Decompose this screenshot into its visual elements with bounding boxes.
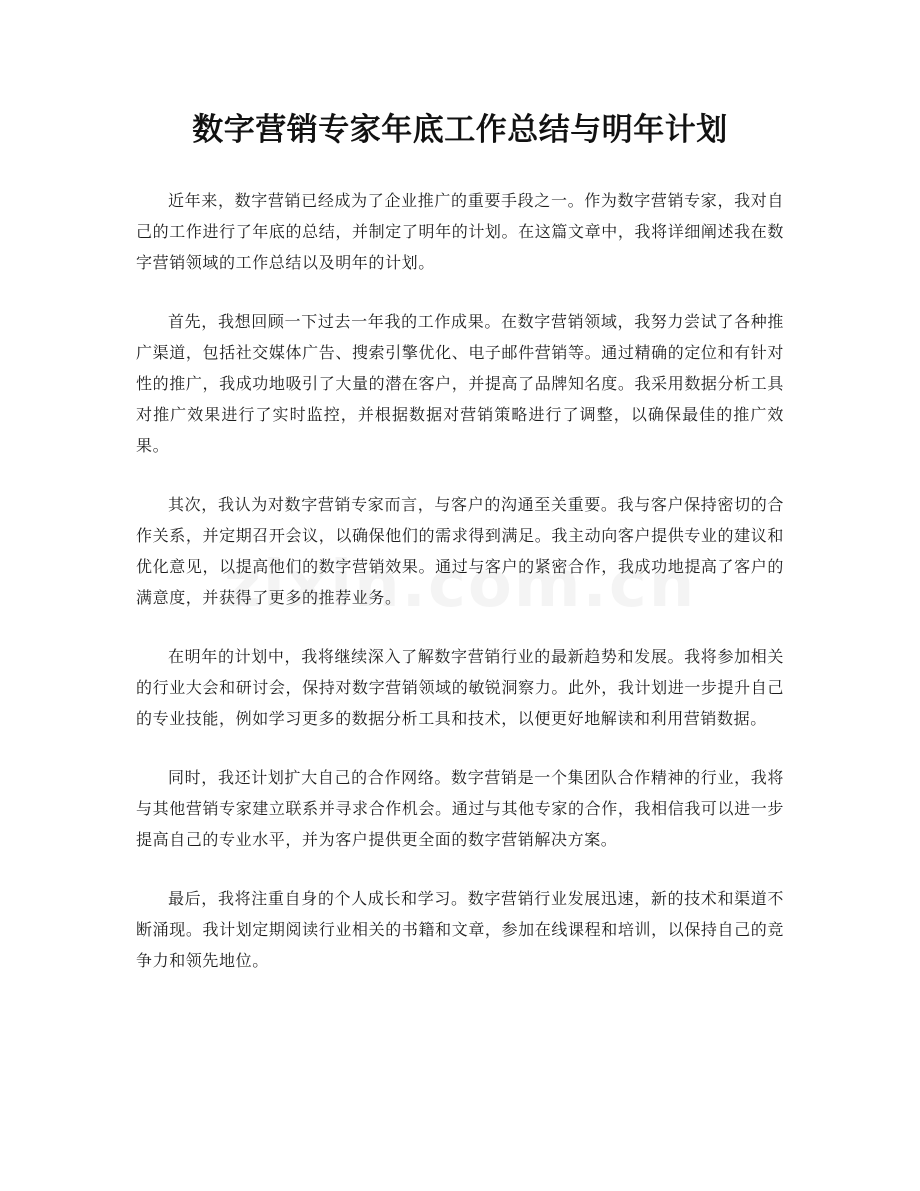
paragraph-2: 首先，我想回顾一下过去一年我的工作成果。在数字营销领域，我努力尝试了各种推广渠道，包括社交媒体广告、搜索引擎优化、电子邮件营销等。通过精确的定位和有针对性的推广，我成功地吸引了大量的潜在客户，并提高了品牌知名度。我采用数据分析工具对推广效果进行了实时监控，并根据数据对营销策略进行了调整，以确保最佳的推广效果。 bbox=[136, 312, 784, 455]
document-body bbox=[136, 185, 784, 1004]
paragraph-5: 同时，我还计划扩大自己的合作网络。数字营销是一个集团队合作精神的行业，我将与其他营销专家建立联系并寻求合作机会。通过与其他专家的合作，我相信我可以进一步提高自己的专业水平，并为客户提供更全面的数字营销解决方案。 bbox=[136, 768, 784, 849]
paragraph-3: 其次，我认为对数字营销专家而言，与客户的沟通至关重要。我与客户保持密切的合作关系，并定期召开会议，以确保他们的需求得到满足。我主动向客户提供专业的建议和优化意见，以提高他们的数字营销效果。通过与客户的紧密合作，我成功地提高了客户的满意度，并获得了更多的推荐业务。 bbox=[136, 495, 784, 607]
paragraph-6: 最后，我将注重自身的个人成长和学习。数字营销行业发展迅速，新的技术和渠道不断涌现。我计划定期阅读行业相关的书籍和文章，参加在线课程和培训，以保持自己的竞争力和领先地位。 bbox=[136, 889, 784, 970]
paragraph-4: 在明年的计划中，我将继续深入了解数字营销行业的最新趋势和发展。我将参加相关的行业大会和研讨会，保持对数字营销领域的敏锐洞察力。此外，我计划进一步提升自己的专业技能，例如学习更多的数据分析工具和技术，以便更好地解读和利用营销数据。 bbox=[136, 647, 784, 728]
document-title: 数字营销专家年底工作总结与明年计划 bbox=[192, 112, 728, 148]
paragraph-1: 近年来，数字营销已经成为了企业推广的重要手段之一。作为数字营销专家，我对自己的工作进行了年底的总结，并制定了明年的计划。在这篇文章中，我将详细阐述我在数字营销领域的工作总结以及明年的计划。 bbox=[136, 191, 784, 272]
